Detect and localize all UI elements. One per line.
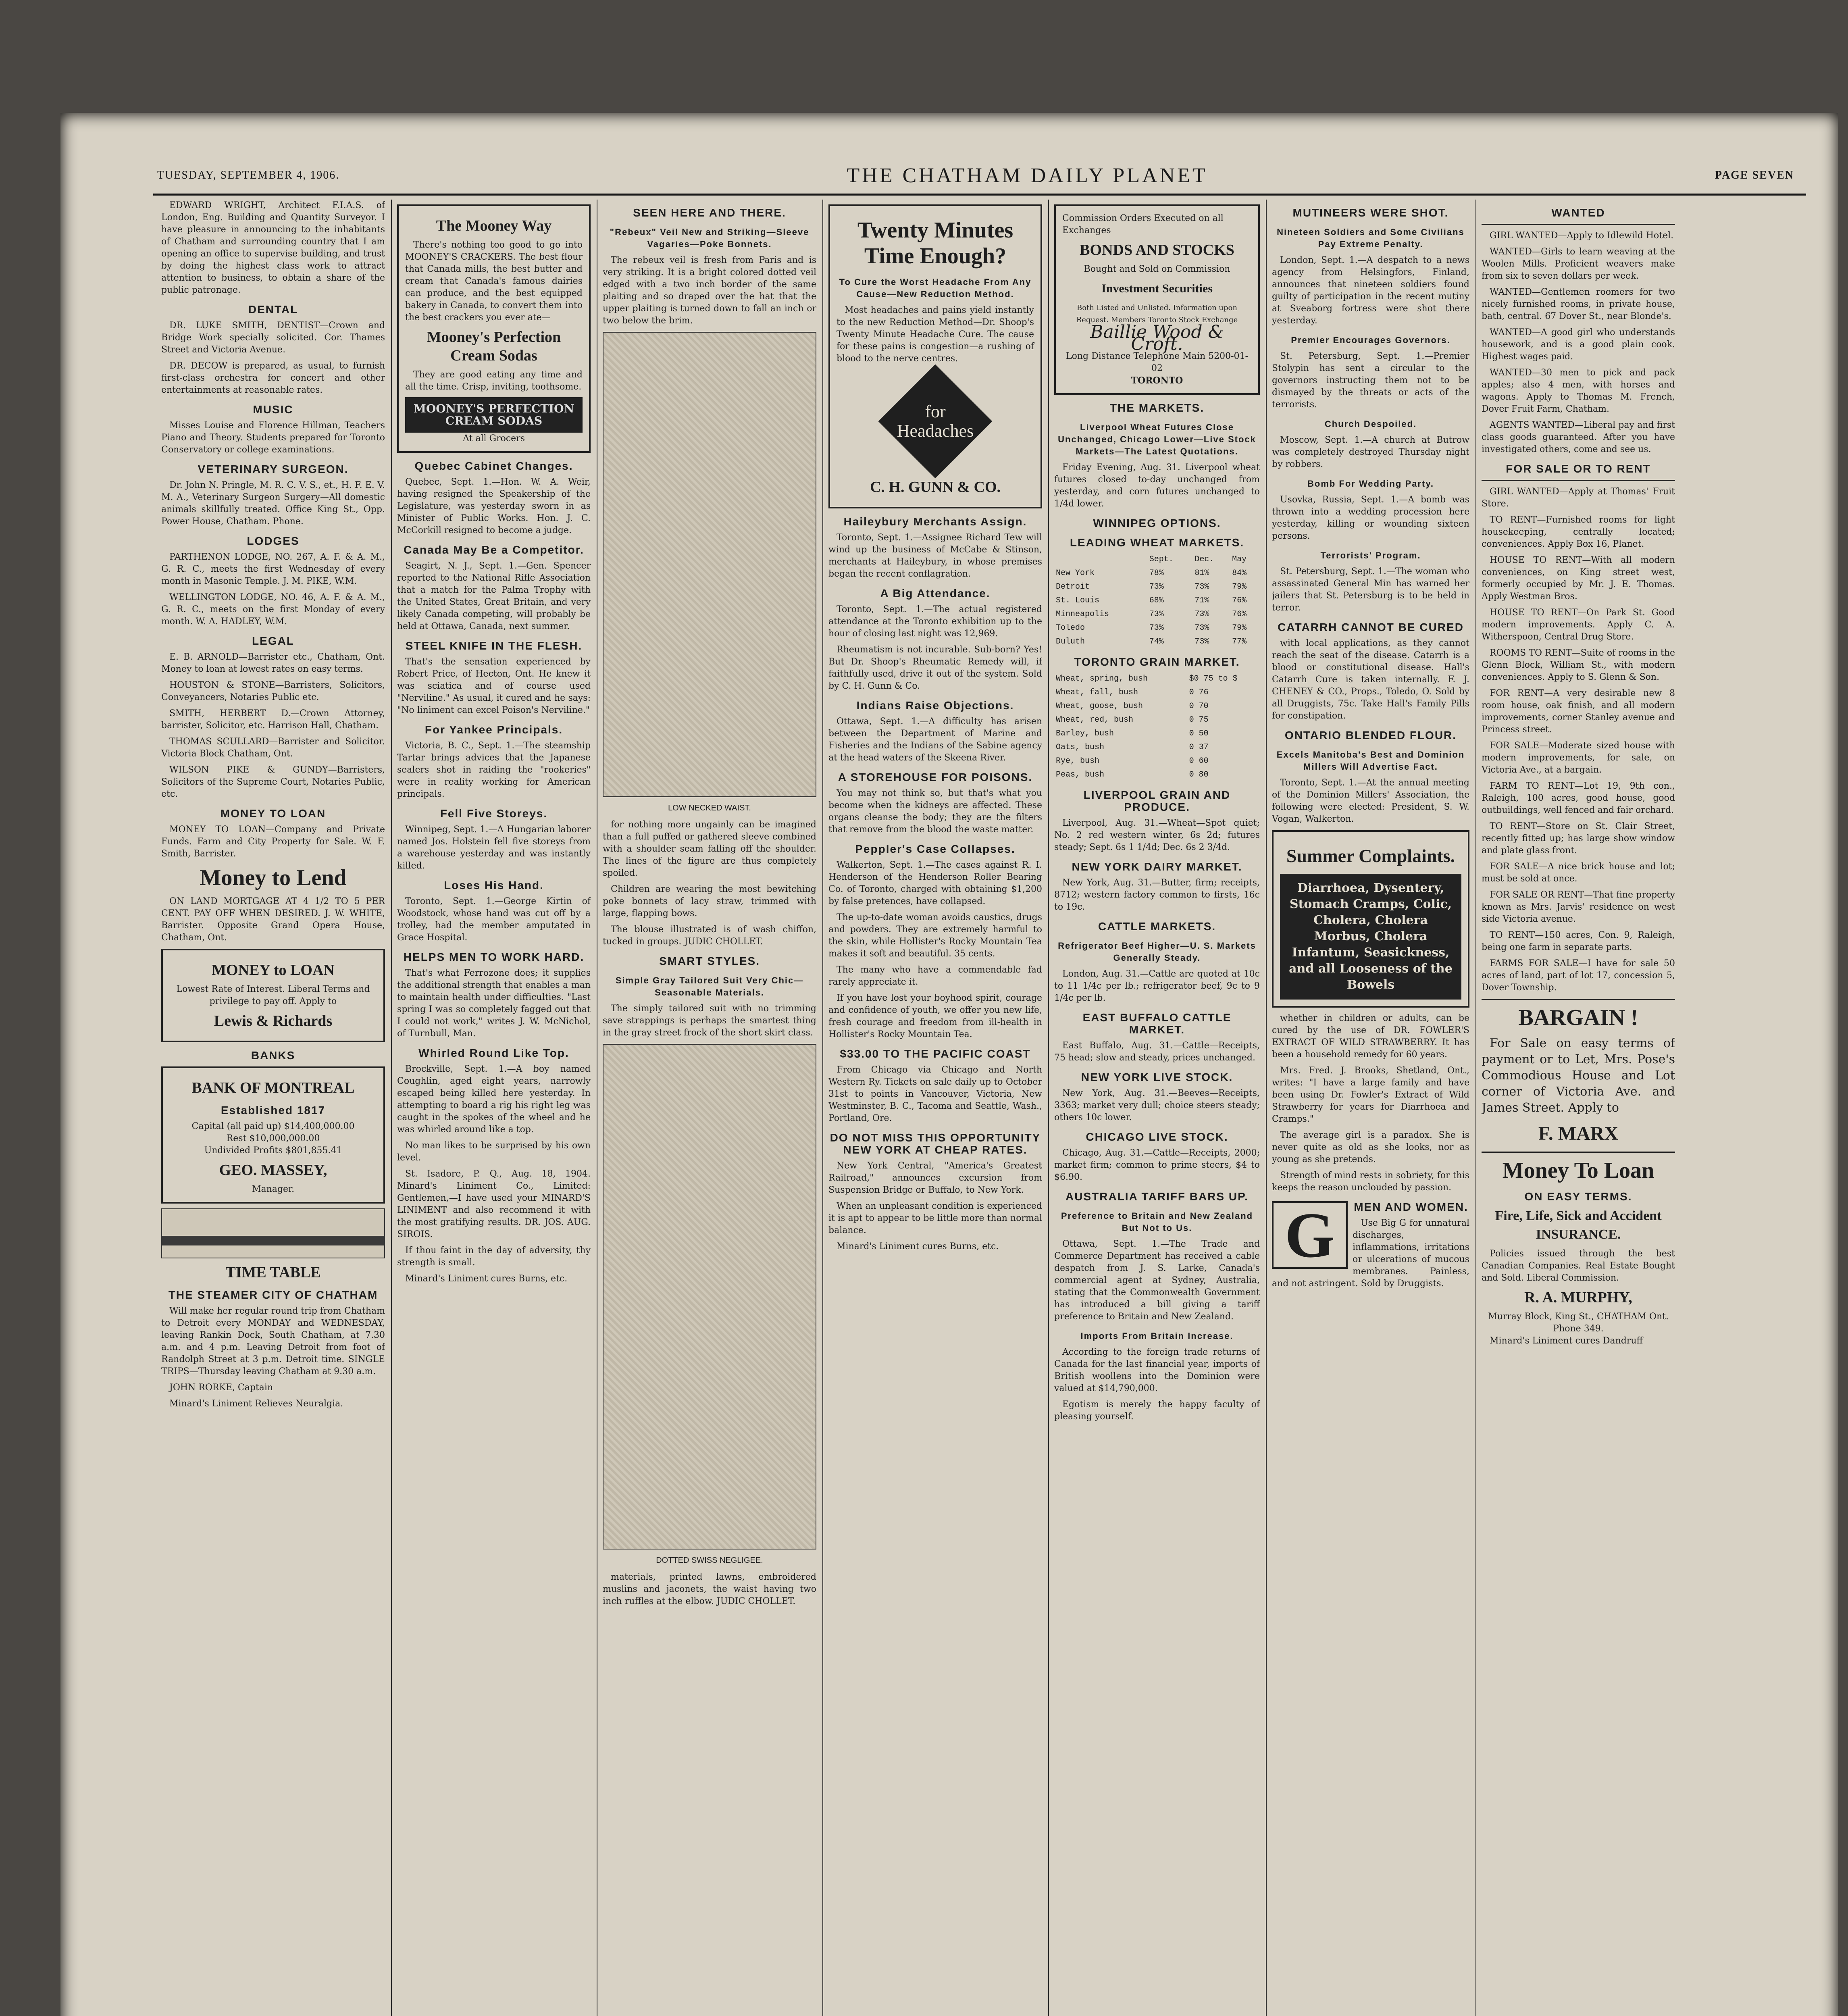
- murphy-address: Murray Block, King St., CHATHAM Ont. Phone 349.: [1488, 1312, 1669, 1334]
- table-cell: 81%: [1195, 569, 1209, 578]
- rule: [1482, 1152, 1675, 1153]
- story-imports: According to the foreign trade returns of Canada for the last financial year, imports of British woollens into the Dominion were valued at $14,790,000.: [1054, 1347, 1260, 1393]
- headache-diamond-logo: [878, 364, 993, 479]
- minards-letter: St. Isadore, P. Q., Aug. 18, 1904. Minard's Liniment Co., Limited: Gentlemen,—I have used your MINARD'S LINIMENT and also recommend it with the most gratifying results. DR. JOS. AUG. SIROIS.: [397, 1169, 591, 1239]
- headline-seen-here: SEEN HERE AND THERE.: [633, 206, 786, 219]
- table-cell: Toledo: [1056, 623, 1085, 633]
- story-bomb: Usovka, Russia, Sept. 1.—A bomb was thrown into a wedding procession here yesterday, killing or wounding sixteen persons.: [1272, 495, 1469, 541]
- headline-competitor: Canada May Be a Competitor.: [404, 544, 584, 556]
- heading-veterinary: VETERINARY SURGEON.: [198, 463, 349, 475]
- bank-rest: Rest $10,000,000.00: [226, 1133, 320, 1143]
- story-church: Moscow, Sept. 1.—A church at Butrow was completely destroyed Thursday night by robbers.: [1272, 435, 1469, 469]
- table-row: [1054, 727, 1260, 741]
- table-cell: 78%: [1149, 569, 1164, 578]
- bank-manager: GEO. MASSEY,: [219, 1162, 327, 1179]
- table-cell: Wheat, red, bush: [1056, 715, 1134, 725]
- headline-catarrh: CATARRH CANNOT BE CURED: [1278, 621, 1464, 633]
- col1-footer: Minard's Liniment Relieves Neuralgia.: [169, 1399, 343, 1409]
- summer-complaints-list: Diarrhoea, Dysentery, Stomach Cramps, Colic, Cholera, Cholera Morbus, Cholera Infantum, Seasickness, and all Looseness of the Bowels: [1280, 874, 1461, 1000]
- table-cell: 0 70: [1189, 702, 1209, 711]
- heading-dental: DENTAL: [248, 303, 298, 316]
- headline-liverpool: LIVERPOOL GRAIN AND PRODUCE.: [1083, 789, 1231, 813]
- headline-fell: Fell Five Storeys.: [440, 807, 548, 820]
- mooney-tagline: They are good eating any time and all the time. Crisp, inviting, toothsome.: [405, 370, 583, 392]
- column-4: [828, 200, 1042, 2016]
- table-row: [1054, 754, 1260, 768]
- headache-seller: C. H. GUNN & CO.: [870, 479, 1001, 496]
- table-cell: 73%: [1195, 610, 1209, 619]
- headline-bomb: Bomb For Wedding Party.: [1307, 479, 1434, 489]
- lodge-2: WELLINGTON LODGE, NO. 46, A. F. & A. M., G. R. C., meets on the first Monday of every month. W. A. HADLEY, W.M.: [161, 592, 385, 627]
- leading-wheat-header-row: [1054, 553, 1260, 566]
- sale-4: HOUSE TO RENT—On Park St. Good modern improvements. Apply C. A. Witherspoon, Central Drug Store.: [1482, 608, 1675, 642]
- table-cell: 73%: [1149, 582, 1164, 591]
- table-row: [1054, 566, 1260, 580]
- money-to-loan-ad-body: Lowest Rate of Interest. Liberal Terms and privilege to pay off. Apply to: [176, 984, 370, 1006]
- ad-firm-signature: Baillie Wood & Croft.: [1090, 322, 1224, 354]
- sale-8: FARM TO RENT—Lot 19, 9th con., Raleigh, 100 acres, good house, good outbuildings, well fenced and fair orchard.: [1482, 781, 1675, 815]
- legal-3: SMITH, HERBERT D.—Crown Attorney, barrister, Solicitor, etc. Harrison Hall, Chatham.: [161, 708, 385, 731]
- story-indians: Ottawa, Sept. 1.—A difficulty has arisen between the Department of Marine and Fisheries and the Indians of the Sabine agency at the head waters of the Skeena River.: [828, 716, 1042, 763]
- issue-date: TUESDAY, SEPTEMBER 4, 1906.: [157, 169, 340, 181]
- bank-capital: Capital (all paid up) $14,400,000.00: [191, 1121, 355, 1131]
- table-cell: Barley, bush: [1056, 729, 1114, 738]
- headline-indians: Indians Raise Objections.: [856, 699, 1014, 712]
- money-to-loan-sub: ON EASY TERMS.: [1524, 1190, 1632, 1203]
- table-cell: 73%: [1149, 610, 1164, 619]
- table-cell: St. Louis: [1056, 596, 1100, 605]
- column-6: [1272, 200, 1469, 2016]
- mooney-body: There's nothing too good to go into MOONEY'S CRACKERS. The best flour that Canada mills, the best butter and cream that Canada's famous dairies can produce, and the best equipped bakery in Canada, to convert them into the best crackers you ever ate—: [405, 240, 583, 323]
- sale-12: TO RENT—150 acres, Con. 9, Raleigh, being one farm in separate parts.: [1482, 930, 1675, 952]
- rule: [1482, 480, 1675, 481]
- story-new-york-rates: New York Central, "America's Greatest Railroad," announces excursion from Suspension Bridge or Buffalo, to New York.: [828, 1161, 1042, 1195]
- legal-2: HOUSTON & STONE—Barristers, Solicitors, Conveyancers, Notaries Public etc.: [161, 680, 385, 702]
- headline-markets: THE MARKETS.: [1110, 402, 1204, 414]
- fashion-illustration-negligee: [603, 1044, 816, 1549]
- ad-investment-securities: Investment Securities: [1101, 282, 1213, 295]
- caption-negligee: DOTTED SWISS NEGLIGEE.: [656, 1556, 763, 1565]
- headline-yankee: For Yankee Principals.: [425, 723, 563, 736]
- masthead-rule: [153, 194, 1806, 196]
- heading-music: MUSIC: [253, 403, 293, 416]
- headline-haileybury: Haileybury Merchants Assign.: [843, 515, 1027, 528]
- story-sleeves: for nothing more ungainly can be imagined than a full puffed or gathered sleeve combined with a shoulder seam falling off the shoulder. The lines of the figure are thus completely spoiled.: [603, 820, 816, 878]
- heading-for-sale-rent: FOR SALE OR TO RENT: [1506, 462, 1651, 475]
- story-blended-flour: Toronto, Sept. 1.—At the annual meeting of the Dominion Millers' Association, the following were elected: President, S. W. Vogan, Walkerton.: [1272, 778, 1469, 824]
- table-cell: 73%: [1195, 582, 1209, 591]
- wanted-2: WANTED—Girls to learn weaving at the Woolen Mills. Proficient weavers make from six to seven dollars per week.: [1482, 247, 1675, 281]
- table-cell: Oats, bush: [1056, 743, 1105, 752]
- filler-strength: Strength of mind rests in sobriety, for this keeps the reason unclouded by passion.: [1272, 1170, 1469, 1193]
- bank-profits: Undivided Profits $801,855.41: [204, 1145, 342, 1156]
- big-g-letter: G: [1272, 1201, 1348, 1269]
- column-divider: [391, 200, 392, 2016]
- filler-average-girl: The average girl is a paradox. She is never quite as old as she looks, nor as young as she pretends.: [1272, 1130, 1469, 1164]
- wanted-3: WANTED—Gentlemen roomers for two nicely furnished rooms, in private house, bath, central. 67 Dover St., near Blonde's.: [1482, 287, 1675, 321]
- story-ny-dairy: New York, Aug. 31.—Butter, firm; receipts, 8712; western factory common to firsts, 16c to 19c.: [1054, 878, 1260, 912]
- table-header-cell: [1054, 553, 1148, 566]
- toronto-grain-table: [1054, 672, 1260, 782]
- column-divider: [1048, 200, 1049, 2016]
- sale-7: FOR SALE—Moderate sized house with modern improvements, for sale, on Victoria Ave., at a bargain.: [1482, 741, 1675, 775]
- headline-whirled: Whirled Round Like Top.: [418, 1047, 569, 1059]
- table-header-cell: Sept.: [1149, 555, 1174, 564]
- masthead: [157, 161, 1794, 190]
- music-1: Misses Louise and Florence Hillman, Teachers Piano and Theory. Students prepared for Toronto Conservatory or college examinations.: [161, 421, 385, 455]
- legal-1: E. B. ARNOLD—Barrister etc., Chatham, Ont. Money to loan at lowest rates on easy terms.: [161, 652, 385, 674]
- story-helps-men: That's what Ferrozone does; it supplies the additional strength that enables a man to maintain health under difficulties. "Last spring I was so completely fagged out that I could not work," writes J. W. McNichol, of Turnbull, Man.: [397, 968, 591, 1039]
- fowlers-extract: whether in children or adults, can be cured by the use of DR. FOWLER'S EXTRACT OF WILD STRAWBERRY. It has been a household remedy for 60 years.: [1272, 1013, 1469, 1060]
- murphy-name: R. A. MURPHY,: [1524, 1289, 1632, 1306]
- ad-commission-orders: Commission Orders Executed on all Exchanges: [1062, 213, 1224, 235]
- headline-cattle: CATTLE MARKETS.: [1098, 920, 1216, 933]
- sale-1: GIRL WANTED—Apply at Thomas' Fruit Store.: [1482, 487, 1675, 509]
- story-liverpool: Liverpool, Aug. 31.—Wheat—Spot quiet; No. 2 red western winter, 6s 2d; futures steady; Sept. 6s 1 1/4d; Dec. 6s 2 3/4d.: [1054, 818, 1260, 852]
- table-row: [1054, 608, 1260, 621]
- headache-headline: Twenty Minutes Time Enough?: [857, 218, 1013, 269]
- story-premier: St. Petersburg, Sept. 1.—Premier Stolypin has sent a circular to the governors instructing them not to be dismayed by the threats or acts of the terrorists.: [1272, 351, 1469, 410]
- table-cell: 0 80: [1189, 770, 1209, 779]
- headline-mutineers: MUTINEERS WERE SHOT.: [1292, 206, 1449, 219]
- table-header-cell: May: [1232, 555, 1247, 564]
- filler-2: If thou faint in the day of adversity, thy strength is small.: [397, 1245, 591, 1268]
- table-cell: 68%: [1149, 596, 1164, 605]
- vet-1: Dr. John N. Pringle, M. R. C. V. S., et., H. F. E. V. M. A., Veterinary Surgeon Surgery—All domestic animals skillfully treated. Office King St., Opp. Power House, Chatham. Phone.: [161, 480, 385, 527]
- money-to-loan-ad-title: MONEY to LOAN: [212, 962, 335, 979]
- headline-toronto-grain: TORONTO GRAIN MARKET.: [1074, 656, 1240, 668]
- bank-name: BANK OF MONTREAL: [191, 1079, 355, 1096]
- subhead-mutineers: Nineteen Soldiers and Some Civilians Pay Extreme Penalty.: [1277, 227, 1465, 249]
- bargain-heading: BARGAIN !: [1518, 1005, 1638, 1030]
- headline-ny-live-stock: NEW YORK LIVE STOCK.: [1081, 1071, 1233, 1083]
- sale-3: HOUSE TO RENT—With all modern conveniences, on King street west, formerly occupied by Mr. J. E. Thomas. Apply Westman Bros.: [1482, 555, 1675, 602]
- wanted-1: GIRL WANTED—Apply to Idlewild Hotel.: [1490, 231, 1674, 241]
- headline-smart-styles: SMART STYLES.: [659, 955, 760, 967]
- story-bonnets: Children are wearing the most bewitching poke bonnets of lacy straw, trimmed with large, flapping bows.: [603, 884, 816, 918]
- story-hand: Toronto, Sept. 1.—George Kirtin of Woodstock, whose hand was cut off by a trolley, had the member amputated in Grace Hospital.: [397, 896, 591, 943]
- big-g-ad: [1272, 1201, 1469, 1290]
- table-cell: Minneapolis: [1056, 610, 1109, 619]
- table-row: [1054, 741, 1260, 754]
- summer-complaints-ad: [1272, 830, 1469, 1008]
- story-markets: Friday Evening, Aug. 31. Liverpool wheat futures closed to-day unchanged from yesterday, and corn futures unchanged to 1/4d lower.: [1054, 462, 1260, 509]
- table-cell: 79%: [1232, 582, 1247, 591]
- money-to-loan-ad-firm: Lewis & Richards: [214, 1012, 333, 1029]
- headline-new-york-rates: DO NOT MISS THIS OPPORTUNITY NEW YORK AT CHEAP RATES.: [830, 1131, 1041, 1156]
- table-row: [1054, 700, 1260, 713]
- sale-13: FARMS FOR SALE—I have for sale 50 acres of land, part of lot 17, concession 5, Dover Township.: [1482, 958, 1675, 993]
- table-cell: New York: [1056, 569, 1095, 578]
- headline-attendance: A Big Attendance.: [880, 587, 991, 600]
- table-cell: 73%: [1195, 623, 1209, 633]
- story-haileybury: Toronto, Sept. 1.—Assignee Richard Tew will wind up the business of McCabe & Stinson, merchants at Haileybury, in whose premises began the recent conflagration.: [828, 533, 1042, 579]
- story-attendance: Toronto, Sept. 1.—The actual registered attendance at the Toronto exhibition up to the hour of closing last night was 12,969.: [828, 604, 1042, 639]
- table-row: [1054, 713, 1260, 727]
- bank-manager-title: Manager.: [252, 1184, 295, 1194]
- mooney-crackers-ad: [397, 204, 591, 453]
- headline-leading-wheat: LEADING WHEAT MARKETS.: [1070, 536, 1244, 549]
- story-materials: materials, printed lawns, embroidered muslins and jaconets, the waist having two inch ruffles at the elbow. JUDIC CHOLLET.: [603, 1572, 816, 1606]
- lodge-1: PARTHENON LODGE, NO. 267, A. F. & A. M., G. R. C., meets the first Wednesday of every month in Masonic Temple. J. M. PIKE, W.M.: [161, 552, 385, 586]
- story-ny-live-stock: New York, Aug. 31.—Beeves—Receipts, 3363; market very dull; choice steers steady; others 10c lower.: [1054, 1088, 1260, 1123]
- wanted-4: WANTED—A good girl who understands housework, and is a good plain cook. Highest wages paid.: [1482, 327, 1675, 362]
- rule: [1482, 999, 1675, 1000]
- column-divider: [1266, 200, 1267, 2016]
- story-fell: Winnipeg, Sept. 1.—A Hungarian laborer named Jos. Holstein fell five storeys from a warehouse yesterday and was instantly killed.: [397, 825, 591, 871]
- table-cell: 0 76: [1189, 688, 1209, 697]
- wanted-6: AGENTS WANTED—Liberal pay and first class goods guaranteed. After you have investigated others, come and see us.: [1482, 420, 1675, 454]
- table-cell: 77%: [1232, 637, 1247, 646]
- filler-1: No man likes to be surprised by his own level.: [397, 1141, 591, 1163]
- ad-bonds-stocks: BONDS AND STOCKS: [1080, 242, 1234, 258]
- story-mutineers: London, Sept. 1.—A despatch to a news agency from Helsingfors, Finland, announces that nineteen soldiers found guilty of participation in the recent mutiny at Sveaborg fortress were shot there yesterday.: [1272, 255, 1469, 326]
- story-pacific-coast: From Chicago via Chicago and North Western Ry. Tickets on sale daily up to October 31st to points in Vancouver, Victoria, New Westminster, B. C., Tacoma and Seattle, Wash., Portland, Ore.: [828, 1065, 1042, 1123]
- headline-hand: Loses His Hand.: [444, 879, 544, 891]
- ad-phone: Long Distance Telephone Main 5200-01-02: [1066, 351, 1248, 373]
- story-steel-knife: That's the sensation experienced by Robert Price, of Hecton, Ont. He knew it was sciatica and of course used "Nerviline." As usual, it cured and he says: "No liniment can excel Poison's Nerviline.": [397, 657, 591, 715]
- big-g-body: Use Big G for unnatural discharges, inflammations, irritations or ulcerations of mucous membranes. Painless, and not astringent. Sold by Druggists.: [1272, 1218, 1469, 1289]
- headline-storehouse: A STOREHOUSE FOR POISONS.: [838, 771, 1033, 783]
- ad-city: TORONTO: [1131, 375, 1183, 386]
- story-seen-here: The rebeux veil is fresh from Paris and is very striking. It is a bright colored dotted veil edged with a two inch border of the same plaiting and so draped over the hat that the upper plaiting is turned down to fall an inch or two below the brim.: [603, 255, 816, 326]
- headline-east-buffalo: EAST BUFFALO CATTLE MARKET.: [1082, 1011, 1232, 1036]
- headline-church: Church Despoiled.: [1324, 419, 1417, 429]
- bargain-body: For Sale on easy terms of payment or to Let, Mrs. Pose's Commodious House and Lot corner of Victoria Ave. and James Street. Apply to: [1482, 1036, 1675, 1115]
- money-to-lend-body: ON LAND MORTGAGE AT 4 1/2 TO 5 PER CENT. PAY OFF WHEN DESIRED. J. W. WHITE, Barrister. Opposite Grand Opera House, Chatham, Ont.: [161, 896, 385, 943]
- table-row: [1054, 672, 1260, 686]
- headache-body: Most headaches and pains yield instantly to the new Reduction Method—Dr. Shoop's Twenty Minute Headache Cure. The cause for these pains is congestion—a rushing of blood to the nerve centres.: [837, 305, 1034, 364]
- sale-10: FOR SALE—A nice brick house and lot; must be sold at once.: [1482, 862, 1675, 884]
- table-cell: Wheat, goose, bush: [1056, 702, 1143, 711]
- table-row: [1054, 768, 1260, 782]
- newspaper-title: THE CHATHAM DAILY PLANET: [847, 164, 1208, 187]
- story-catarrh: with local applications, as they cannot reach the seat of the disease. Catarrh is a blood or constitutional disease. Hall's Catarrh Cure is taken internally. F. J. CHENEY & CO., Props., Toledo, O. Sold by all Druggists, 75c. Take Hall's Family Pills for constipation.: [1272, 638, 1469, 721]
- filler-unpleasant: When an unpleasant condition is experienced it is apt to appear to be little more than normal balance.: [828, 1201, 1042, 1235]
- table-row: [1054, 594, 1260, 608]
- story-terrorists: St. Petersburg, Sept. 1.—The woman who assassinated General Min has warned her jailers that St. Petersburg is to be held in terror.: [1272, 566, 1469, 613]
- headline-imports: Imports From Britain Increase.: [1080, 1331, 1234, 1341]
- column-7-classifieds: [1482, 200, 1675, 2016]
- col4-footer: Minard's Liniment cures Burns, etc.: [837, 1241, 999, 1252]
- table-row: [1054, 580, 1260, 594]
- subhead-seen-here: "Rebeux" Veil New and Striking—Sleeve Vagaries—Poke Bonnets.: [610, 227, 810, 249]
- sale-2: TO RENT—Furnished rooms for light housekeeping, centrally located; conveniences. Apply Box 16, Planet.: [1482, 515, 1675, 549]
- bank-of-montreal-ad: [161, 1066, 385, 1204]
- sale-5: ROOMS TO RENT—Suite of rooms in the Glenn Block, William St., with modern conveniences. Apply to S. Glenn & Son.: [1482, 648, 1675, 682]
- column-divider: [1475, 200, 1476, 2016]
- column-3-fashion: [603, 200, 816, 2016]
- column-divider: [822, 200, 823, 2016]
- headline-blended-flour: ONTARIO BLENDED FLOUR.: [1284, 729, 1457, 741]
- table-cell: 0 60: [1189, 756, 1209, 766]
- headache-diamond-text: for Headaches: [897, 402, 974, 441]
- story-whirled: Brockville, Sept. 1.—A boy named Coughlin, aged eight years, narrowly escaped being killed here yesterday. In attempting to board a rig his right leg was caught in the spokes of the wheel and he was whirled around like a top.: [397, 1064, 591, 1135]
- time-table-captain: JOHN RORKE, Captain: [169, 1383, 273, 1393]
- mooney-headline: The Mooney Way: [436, 217, 552, 234]
- mooney-brand: Mooney's Perfection Cream Sodas: [427, 329, 561, 364]
- story-quebec: Quebec, Sept. 1.—Hon. W. A. Weir, having resigned the Speakership of the Legislature, was yesterday sworn in as Minister of Public Works. Hon. J. C. McCorkill resigned to become a judge.: [397, 477, 591, 535]
- toronto-grain-body: [1054, 672, 1260, 782]
- table-cell: Wheat, spring, bush: [1056, 674, 1148, 683]
- table-row: [1054, 686, 1260, 700]
- subhead-smart-styles: Simple Gray Tailored Suit Very Chic—Seasonable Materials.: [615, 975, 804, 998]
- caption-waist: LOW NECKED WAIST.: [668, 804, 751, 812]
- headline-quebec: Quebec Cabinet Changes.: [414, 460, 573, 472]
- fashion-illustration-waist: [603, 332, 816, 797]
- headline-peppler: Peppler's Case Collapses.: [855, 843, 1016, 855]
- story-peppler: Walkerton, Sept. 1.—The cases against R. I. Henderson of the Henderson Roller Bearing Co. of Toronto, charged with obtaining $1,200 by false pretences, have collapsed.: [828, 860, 1042, 906]
- story-east-buffalo: East Buffalo, Aug. 31.—Cattle—Receipts, 75 head; slow and steady, prices unchanged.: [1054, 1041, 1260, 1063]
- heading-wanted: WANTED: [1551, 206, 1605, 219]
- table-cell: 0 50: [1189, 729, 1209, 738]
- table-cell: 73%: [1149, 623, 1164, 633]
- table-cell: 0 37: [1189, 743, 1209, 752]
- leading-wheat-body: [1054, 566, 1260, 649]
- col2-footer: Minard's Liniment cures Burns, etc.: [405, 1274, 568, 1284]
- table-cell: Duluth: [1056, 637, 1085, 646]
- headache-ad: [828, 204, 1042, 508]
- headline-australia: AUSTRALIA TARIFF BARS UP.: [1066, 1190, 1249, 1203]
- leading-wheat-table: [1054, 553, 1260, 649]
- headline-winnipeg: WINNIPEG OPTIONS.: [1093, 517, 1221, 529]
- money-to-loan-ad: [161, 949, 385, 1042]
- subhead-markets: Liverpool Wheat Futures Close Unchanged, Chicago Lower—Live Stock Markets—The Latest Quotations.: [1058, 422, 1256, 456]
- rheumatism-ad: Rheumatism is not incurable. Sub-born? Yes! But Dr. Shoop's Rheumatic Remedy will, if faithfully used, drive it out of the system. Sold by C. H. Gunn & Co.: [828, 645, 1042, 691]
- ad-listed: Both Listed and Unlisted. Information upon Request. Members Toronto Stock Exchange: [1076, 304, 1238, 324]
- headline-helps-men: HELPS MEN TO WORK HARD.: [403, 951, 585, 963]
- fowlers-testimonial: Mrs. Fred. J. Brooks, Shetland, Ont., writes: "I have a large family and have been using Dr. Fowler's Extract of Wild Strawberry for years for Diarrhoea and Cramps.": [1272, 1066, 1469, 1124]
- table-cell: Peas, bush: [1056, 770, 1105, 779]
- story-cattle: London, Aug. 31.—Cattle are quoted at 10c to 11 1/4c per lb.; refrigerator beef, 9c to 9 1/4c per lb.: [1054, 969, 1260, 1003]
- table-cell: Wheat, fall, bush: [1056, 688, 1138, 697]
- table-header-cell: Dec.: [1195, 555, 1214, 564]
- time-table-steamer: THE STEAMER CITY OF CHATHAM: [168, 1289, 378, 1301]
- summer-complaints-title: Summer Complaints.: [1286, 846, 1455, 866]
- story-blouse: The blouse illustrated is of wash chiffon, tucked in groups. JUDIC CHOLLET.: [603, 925, 816, 947]
- baillie-wood-croft-ad: [1054, 204, 1260, 395]
- table-cell: 73%: [1195, 637, 1209, 646]
- subhead-cattle: Refrigerator Beef Higher—U. S. Markets Generally Steady.: [1058, 941, 1256, 963]
- wanted-5: WANTED—30 men to pick and pack apples; also 4 men, with horses and wagons. Apply to Thomas M. French, Dover Fruit Farm, Chatham.: [1482, 368, 1675, 414]
- headache-subhead: To Cure the Worst Headache From Any Cause—New Reduction Method.: [839, 277, 1032, 299]
- headline-pacific-coast: $33.00 TO THE PACIFIC COAST: [840, 1048, 1031, 1060]
- rocky-mountain-tea-2: If you have lost your boyhood spirit, courage and confidence of youth, we offer you new life, fresh courage and freedom from ill-health in Hollister's Rocky Mountain Tea.: [828, 993, 1042, 1039]
- sale-6: FOR RENT—A very desirable new 8 room house, oak finish, and all modern improvements, corner Stanley avenue and Princess street.: [1482, 688, 1675, 735]
- col5-footer: Egotism is merely the happy faculty of pleasing yourself.: [1054, 1400, 1260, 1422]
- ad-bought-sold: Bought and Sold on Commission: [1084, 264, 1230, 274]
- table-cell: 79%: [1232, 623, 1247, 633]
- table-row: [1054, 621, 1260, 635]
- headline-terrorists: Terrorists' Program.: [1320, 550, 1421, 560]
- table-cell: 84%: [1232, 569, 1247, 578]
- table-cell: 74%: [1149, 637, 1164, 646]
- money-to-loan-heading: Money To Loan: [1502, 1158, 1654, 1183]
- table-cell: Rye, bush: [1056, 756, 1100, 766]
- subhead-blended-flour: Excels Manitoba's Best and Dominion Millers Will Advertise Fact.: [1276, 750, 1465, 772]
- heading-banks: BANKS: [251, 1049, 296, 1062]
- table-cell: Detroit: [1056, 582, 1090, 591]
- table-row: [1054, 635, 1260, 649]
- heading-lodges: LODGES: [247, 535, 300, 547]
- rocky-mountain-tea-1: The up-to-date woman avoids caustics, drugs and powders. They are extremely harmful to the skin, while Hollister's Rocky Mountain Tea makes it soft and beautiful. 35 cents.: [828, 912, 1042, 959]
- bank-established: Established 1817: [221, 1104, 326, 1116]
- mooney-box-illustration: MOONEY'S PERFECTION CREAM SODAS: [405, 397, 583, 433]
- col7-footer: Minard's Liniment cures Dandruff: [1490, 1336, 1643, 1346]
- table-cell: 0 75: [1189, 715, 1209, 725]
- story-australia: Ottawa, Sept. 1.—The Trade and Commerce Department has received a cable despatch from J. S. Larke, Canada's commercial agent at Sydney, Australia, stating that the Commonwealth Government has introduced a bill giving a tariff preference to Britain and New Zealand.: [1054, 1239, 1260, 1322]
- legal-5: WILSON PIKE & GUNDY—Barristers, Solicitors of the Supreme Court, Notaries Public, etc.: [161, 765, 385, 799]
- insurance-body: Policies issued through the best Canadian Companies. Real Estate Bought and Sold. Liberal Commission.: [1482, 1249, 1675, 1283]
- sale-11: FOR SALE OR RENT—That fine property known as Mrs. Jarvis' residence on west side Victoria avenue.: [1482, 890, 1675, 924]
- column-5-markets: [1054, 200, 1260, 2016]
- subhead-australia: Preference to Britain and New Zealand But Not to Us.: [1061, 1211, 1253, 1233]
- story-storehouse: You may not think so, but that's what you become when the kidneys are affected. These organs cleanse the body; they are the filters that remove from the blood the waste matter.: [828, 788, 1042, 835]
- headline-chicago-live-stock: CHICAGO LIVE STOCK.: [1086, 1131, 1228, 1143]
- insurance-heading: Fire, Life, Sick and Accident INSURANCE.: [1495, 1208, 1662, 1242]
- heading-money-to-loan: MONEY TO LOAN: [220, 807, 326, 820]
- table-cell: 76%: [1232, 610, 1247, 619]
- loan-1: MONEY TO LOAN—Company and Private Funds. Farm and City Property for Sale. W. F. Smith, Barrister.: [161, 825, 385, 859]
- newspaper-page: [60, 113, 1838, 2016]
- mooney-grocers: At all Grocers: [463, 433, 525, 444]
- headline-premier: Premier Encourages Governors.: [1291, 335, 1451, 345]
- headline-ny-dairy: NEW YORK DAIRY MARKET.: [1072, 860, 1242, 873]
- table-cell: 71%: [1195, 596, 1209, 605]
- page-number: PAGE SEVEN: [1715, 169, 1794, 181]
- column-1-professional-cards: [161, 200, 385, 2016]
- story-smart-styles: The simply tailored suit with no trimming save strappings is perhaps the smartest thing in the gray street frock of the short skirt class.: [603, 1004, 816, 1038]
- sale-9: TO RENT—Store on St. Clair Street, recently fitted up; has large show window and plate glass front.: [1482, 821, 1675, 856]
- rule: [1482, 224, 1675, 225]
- legal-4: THOMAS SCULLARD—Barrister and Solicitor. Victoria Block Chatham, Ont.: [161, 737, 385, 759]
- table-cell: 76%: [1232, 596, 1247, 605]
- column-2: [397, 200, 591, 2016]
- time-table-body: Will make her regular round trip from Chatham to Detroit every MONDAY and WEDNESDAY, leaving Rankin Dock, South Chatham, at 7.30 a.m. and 4 p.m. Leaving Detroit from foot of Randolph Street at 3 p.m. Detroit time. SINGLE TRIPS—Thursday leaving Chatham at 9.30 a.m.: [161, 1306, 385, 1377]
- filler-fad: The many who have a commendable fad rarely appreciate it.: [828, 965, 1042, 987]
- heading-legal: LEGAL: [252, 635, 294, 647]
- story-competitor: Seagirt, N. J., Sept. 1.—Gen. Spencer reported to the National Rifle Association that a match for the Palma Trophy with the United States, Great Britain, and very likely Canada competing, will probably be held at Ottawa, Canada, next summer.: [397, 561, 591, 631]
- headline-steel-knife: STEEL KNIFE IN THE FLESH.: [405, 639, 583, 652]
- table-cell: $0 75 to $: [1189, 674, 1238, 683]
- steamer-illustration: [161, 1208, 385, 1258]
- big-g-heading: MEN AND WOMEN.: [1354, 1201, 1468, 1213]
- money-to-lend-title: Money to Lend: [200, 865, 347, 890]
- story-chicago-live-stock: Chicago, Aug. 31.—Cattle—Receipts, 2000; market firm; common to prime steers, $4 to $6.90.: [1054, 1148, 1260, 1182]
- card-wright: EDWARD WRIGHT, Architect F.I.A.S. of London, Eng. Building and Quantity Surveyor. I have pleasure in announcing to the inhabitants of Chatham and surrounding country that I am opening an office to supervise building, and trust by doing the highest class work to attract attention to business, to obtain a share of the public patronage.: [161, 200, 385, 295]
- dental-1: DR. LUKE SMITH, DENTIST—Crown and Bridge Work specially solicited. Cor. Thames Street and Victoria Avenue.: [161, 321, 385, 355]
- time-table-heading: TIME TABLE: [225, 1264, 321, 1281]
- story-yankee: Victoria, B. C., Sept. 1.—The steamship Tartar brings advices that the Japanese sealers shot in raiding the "rookeries" were in reality working for American principals.: [397, 741, 591, 799]
- dental-2: DR. DECOW is prepared, as usual, to furnish first-class orchestra for concert and other entertainments at reasonable rates.: [161, 361, 385, 395]
- bargain-name: F. MARX: [1538, 1123, 1619, 1144]
